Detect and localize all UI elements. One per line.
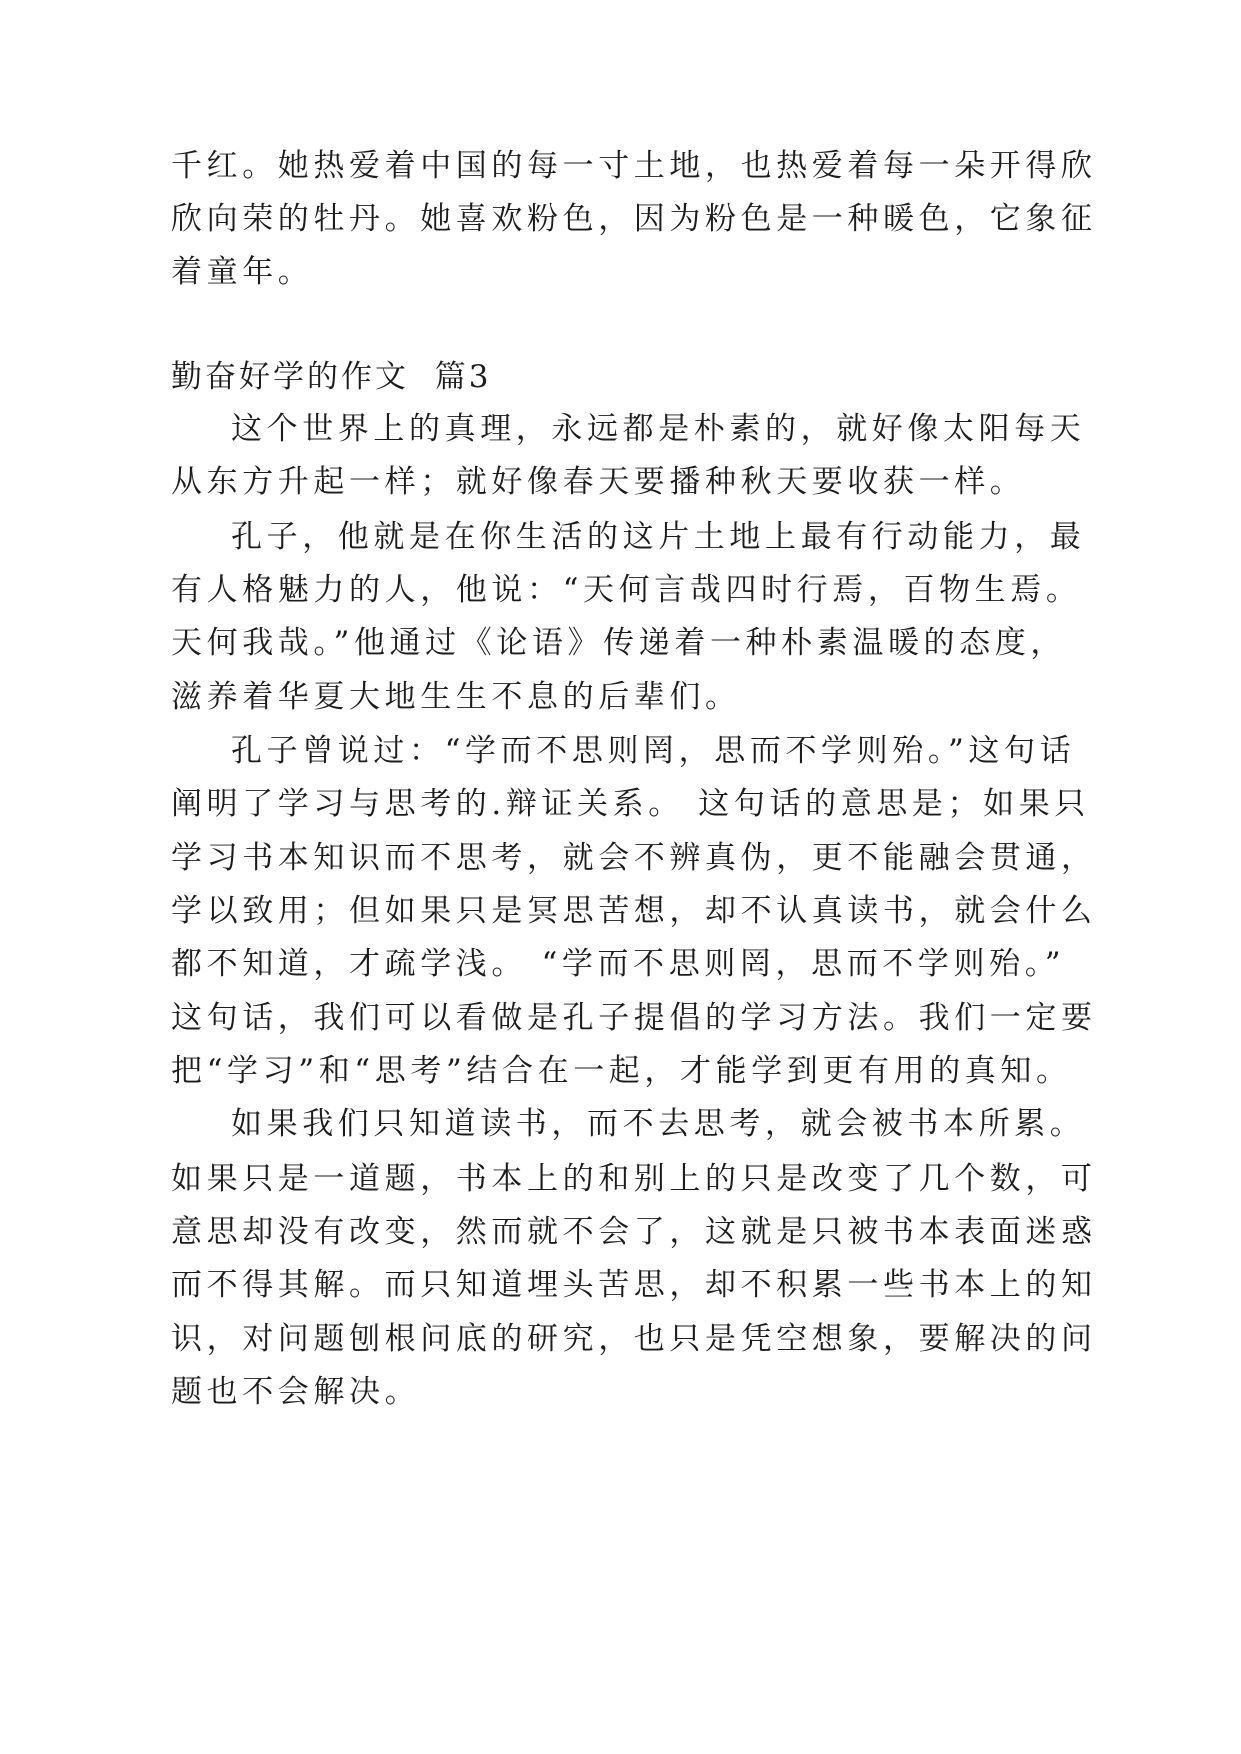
text-line: 如果只是一道题，书本上的和别上的只是改变了几个数，可 [171, 1161, 1097, 1197]
text-line: 着童年。 [171, 254, 314, 290]
text-line: 题也不会解决。 [171, 1374, 421, 1410]
text-line: 而不得其解。而只知道埋头苦思，却不积累一些书本上的知 [171, 1267, 1097, 1303]
text-line: 这句话，我们可以看做是孔子提倡的学习方法。我们一定要 [171, 1000, 1097, 1036]
text-line: 滋养着华夏大地生生不息的后辈们。 [171, 679, 741, 715]
text-line: 天何我哉。”他通过《论语》传递着一种朴素温暖的态度， [171, 625, 1066, 661]
text-line: 孔子，他就是在你生活的这片土地上最有行动能力，最 [231, 519, 1086, 555]
text-line: 都不知道，才疏学浅。 “学而不思则罔，思而不学则殆。” [171, 946, 1066, 982]
text-line: 从东方升起一样；就好像春天要播种秋天要收获一样。 [171, 464, 1026, 500]
text-line: 欣向荣的牡丹。她喜欢粉色，因为粉色是一种暖色，它象征 [171, 201, 1097, 237]
text-line: 意思却没有改变，然而就不会了，这就是只被书本表面迷惑 [171, 1214, 1097, 1250]
section-heading: 勤奋好学的作文 篇3 [171, 359, 492, 395]
text-line: 有人格魅力的人，他说：“天何言哉四时行焉，百物生焉。 [171, 572, 1082, 608]
text-line: 如果我们只知道读书，而不去思考，就会被书本所累。 [231, 1106, 1086, 1142]
text-line: 这个世界上的真理，永远都是朴素的，就好像太阳每天 [231, 411, 1086, 447]
text-line: 学习书本知识而不思考，就会不辨真伪，更不能融会贯通， [171, 840, 1097, 876]
text-line: 千红。她热爱着中国的每一寸土地，也热爱着每一朵开得欣 [171, 148, 1097, 184]
text-line: 把“学习”和“思考”结合在一起，才能学到更有用的真知。 [171, 1053, 1072, 1089]
text-line: 识，对问题刨根问底的研究，也只是凭空想象，要解决的问 [171, 1321, 1097, 1357]
text-line: 孔子曾说过：“学而不思则罔，思而不学则殆。”这句话 [231, 733, 1076, 769]
text-line: 学以致用；但如果只是冥思苦想，却不认真读书，就会什么 [171, 893, 1097, 929]
text-line: 阐明了学习与思考的.辩证关系。 这句话的意思是；如果只 [171, 786, 1090, 822]
